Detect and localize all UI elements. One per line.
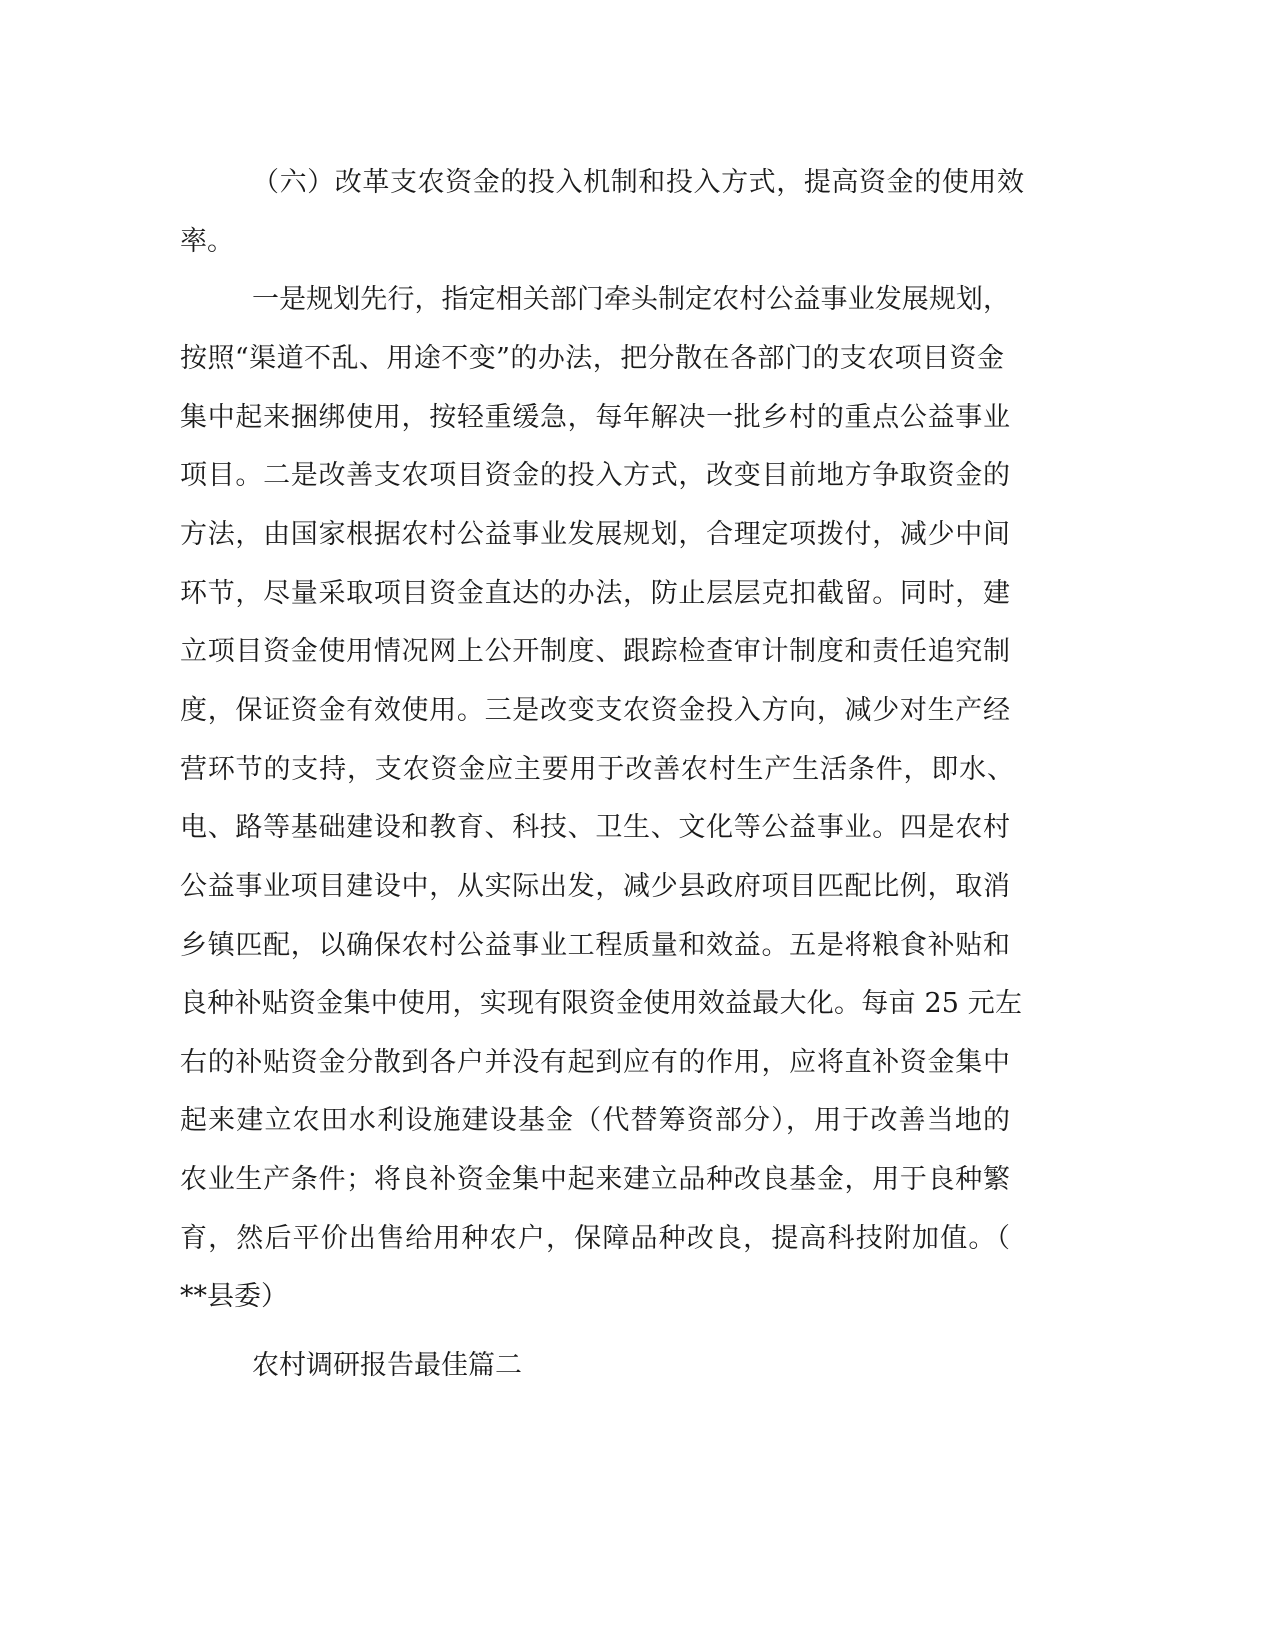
body-line: 立项目资金使用情况网上公开制度、跟踪检查审计制度和责任追究制 <box>180 636 1010 667</box>
body-line: 良种补贴资金集中使用，实现有限资金使用效益最大化。每亩 25 元左 <box>180 988 1022 1019</box>
body-line: 营环节的支持，支农资金应主要用于改善农村生产生活条件，即水、 <box>180 754 1014 785</box>
body-line: 方法，由国家根据农村公益事业发展规划，合理定项拨付，减少中间 <box>180 519 1010 550</box>
section-title: 农村调研报告最佳篇二 <box>252 1350 522 1381</box>
body-line: 右的补贴资金分散到各户并没有起到应有的作用，应将直补资金集中 <box>180 1047 1010 1078</box>
body-line: 环节，尽量采取项目资金直达的办法，防止层层克扣截留。同时，建 <box>180 578 1010 609</box>
heading-line-2: 率。 <box>180 226 234 257</box>
heading-line-1: （六）改革支农资金的投入机制和投入方式，提高资金的使用效 <box>252 167 1024 198</box>
body-line: **县委） <box>180 1281 288 1312</box>
body-line: 项目。二是改善支农项目资金的投入方式，改变目前地方争取资金的 <box>180 460 1010 491</box>
body-line: 育，然后平价出售给用种农户，保障品种改良，提高科技附加值。（ <box>180 1223 1010 1254</box>
body-line: 乡镇匹配，以确保农村公益事业工程质量和效益。五是将粮食补贴和 <box>180 930 1010 961</box>
body-line: 一是规划先行，指定相关部门牵头制定农村公益事业发展规划， <box>252 284 1010 315</box>
body-line: 农业生产条件；将良补资金集中起来建立品种改良基金，用于良种繁 <box>180 1164 1010 1195</box>
body-line: 按照“渠道不乱、用途不变”的办法，把分散在各部门的支农项目资金 <box>180 343 1004 374</box>
body-line: 电、路等基础建设和教育、科技、卫生、文化等公益事业。四是农村 <box>180 812 1010 843</box>
body-line: 集中起来捆绑使用，按轻重缓急，每年解决一批乡村的重点公益事业 <box>180 402 1010 433</box>
body-line: 起来建立农田水利设施建设基金（代替筹资部分），用于改善当地的 <box>180 1105 1010 1136</box>
body-line: 度，保证资金有效使用。三是改变支农资金投入方向，减少对生产经 <box>180 695 1010 726</box>
body-line: 公益事业项目建设中，从实际出发，减少县政府项目匹配比例，取消 <box>180 871 1010 902</box>
